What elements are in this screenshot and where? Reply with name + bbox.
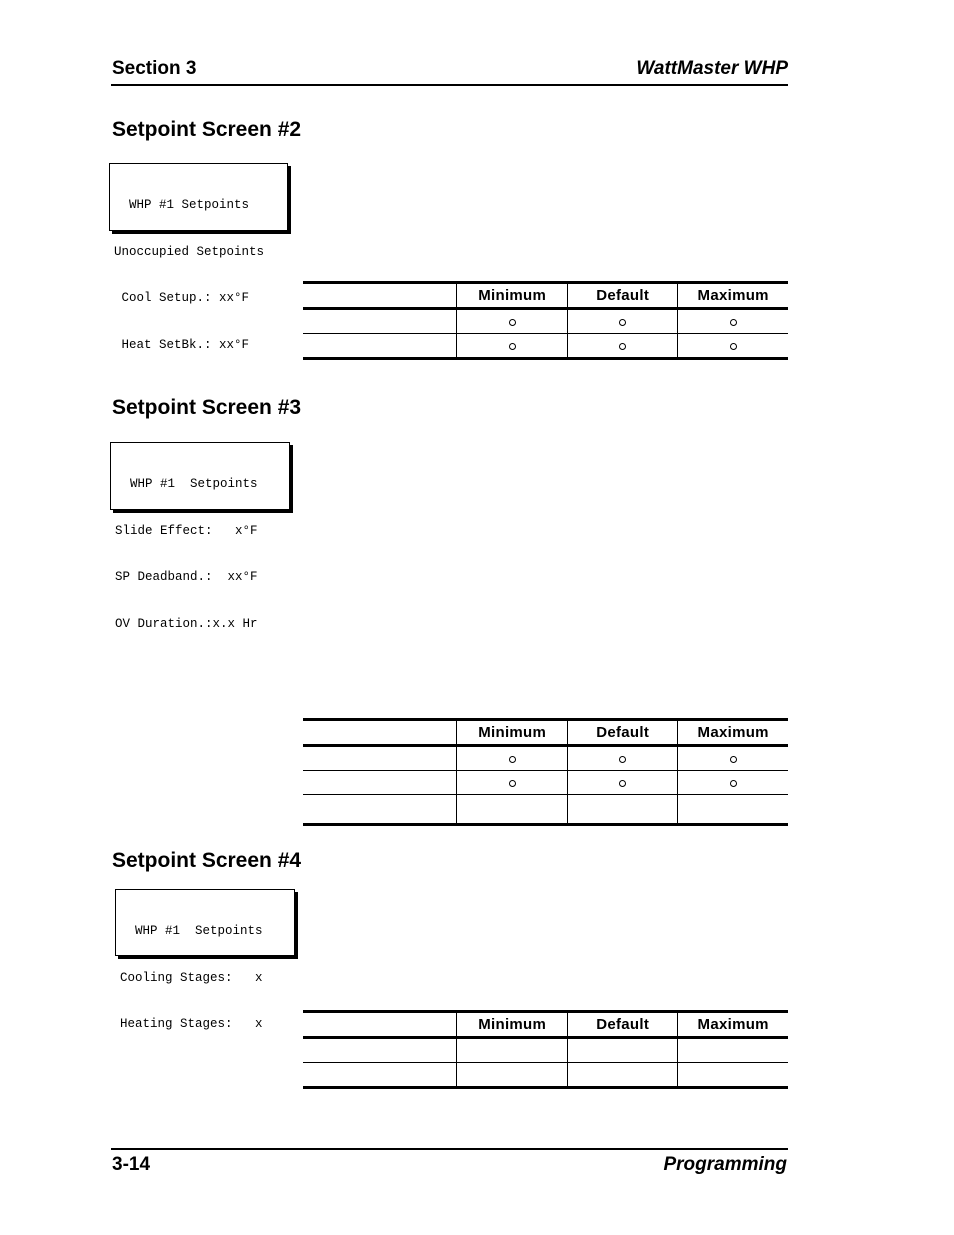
table-cell: [678, 795, 788, 825]
table-header-maximum: Maximum: [678, 720, 788, 746]
table-cell: [457, 771, 568, 795]
header-rule: [111, 84, 788, 86]
lcd-line: WHP #1 Setpoints: [114, 198, 250, 212]
table-cell: [457, 309, 568, 334]
lcd-line: OV Duration.:x.x Hr: [115, 616, 258, 631]
setpoint-screen-2-title: Setpoint Screen #2: [112, 118, 302, 141]
table-header: [303, 283, 457, 309]
table-cell: [303, 746, 457, 771]
degree-icon: [509, 756, 516, 763]
table-header: [303, 720, 457, 746]
lcd-line: SP Deadband.: xx°F: [115, 570, 258, 584]
lcd-line: WHP #1 Setpoints: [115, 477, 258, 491]
setpoint-screen-4-table: [303, 1010, 788, 1089]
degree-icon: [619, 756, 626, 763]
degree-icon: [730, 780, 737, 787]
degree-icon: [619, 780, 626, 787]
table-header: [303, 1012, 457, 1038]
table-row: [303, 795, 788, 825]
degree-icon: [509, 343, 516, 350]
lcd-line: Cooling Stages: x: [120, 970, 263, 985]
table-cell: [457, 746, 568, 771]
lcd-display-screen-4: [115, 889, 295, 1031]
table-cell: [457, 1038, 568, 1063]
setpoint-screen-3-table: [303, 718, 788, 826]
table-cell: [567, 1063, 677, 1088]
table-cell: [678, 1038, 788, 1063]
table-cell: [567, 334, 677, 359]
table-header-default: Default: [567, 1012, 677, 1038]
degree-icon: [509, 780, 516, 787]
lcd-line: Unoccupied Setpoints: [114, 244, 265, 259]
table-row: [303, 309, 788, 334]
table-cell: [303, 771, 457, 795]
degree-icon: [619, 343, 626, 350]
lcd-display-screen-2: [109, 163, 288, 352]
table-cell: [457, 1063, 568, 1088]
setpoint-screen-2-table: [303, 281, 788, 360]
table-cell: [303, 334, 457, 359]
table-header-minimum: Minimum: [457, 283, 568, 309]
setpoint-screen-3-title: Setpoint Screen #3: [112, 396, 302, 419]
table-row: [303, 334, 788, 359]
table-cell: [678, 309, 788, 334]
setpoint-screen-4-title: Setpoint Screen #4: [112, 849, 302, 872]
table-cell: [567, 746, 677, 771]
table-cell: [678, 771, 788, 795]
table-cell: [567, 309, 677, 334]
page-number: 3-14: [112, 1154, 151, 1175]
table-cell: [303, 795, 457, 825]
table-row: [303, 771, 788, 795]
table-row: [303, 1038, 788, 1063]
table-row: [303, 1063, 788, 1088]
table-cell: [303, 309, 457, 334]
table-cell: [567, 1038, 677, 1063]
table-cell: [303, 1063, 457, 1088]
lcd-line: Heating Stages: x: [120, 1017, 263, 1031]
table-cell: [457, 795, 568, 825]
degree-icon: [730, 319, 737, 326]
degree-icon: [509, 319, 516, 326]
footer-rule: [111, 1148, 788, 1150]
table-header-minimum: Minimum: [457, 1012, 568, 1038]
table-cell: [678, 746, 788, 771]
lcd-line: WHP #1 Setpoints: [120, 924, 263, 938]
table-cell: [678, 334, 788, 359]
table-cell: [303, 1038, 457, 1063]
table-header-maximum: Maximum: [678, 283, 788, 309]
manual-title: WattMaster WHP: [636, 58, 788, 79]
chapter-title: Programming: [663, 1154, 787, 1175]
table-cell: [678, 1063, 788, 1088]
degree-icon: [730, 343, 737, 350]
table-row: [303, 746, 788, 771]
table-cell: [457, 334, 568, 359]
table-header-default: Default: [567, 720, 677, 746]
lcd-line: Heat SetBk.: xx°F: [114, 337, 250, 352]
section-label: Section 3: [112, 58, 197, 79]
lcd-line: Cool Setup.: xx°F: [114, 291, 250, 305]
lcd-line: Slide Effect: x°F: [115, 523, 258, 538]
table-header-maximum: Maximum: [678, 1012, 788, 1038]
degree-icon: [619, 319, 626, 326]
table-header-minimum: Minimum: [457, 720, 568, 746]
lcd-display-screen-3: [110, 442, 290, 631]
table-header-default: Default: [567, 283, 677, 309]
degree-icon: [730, 756, 737, 763]
table-cell: [567, 795, 677, 825]
table-cell: [567, 771, 677, 795]
